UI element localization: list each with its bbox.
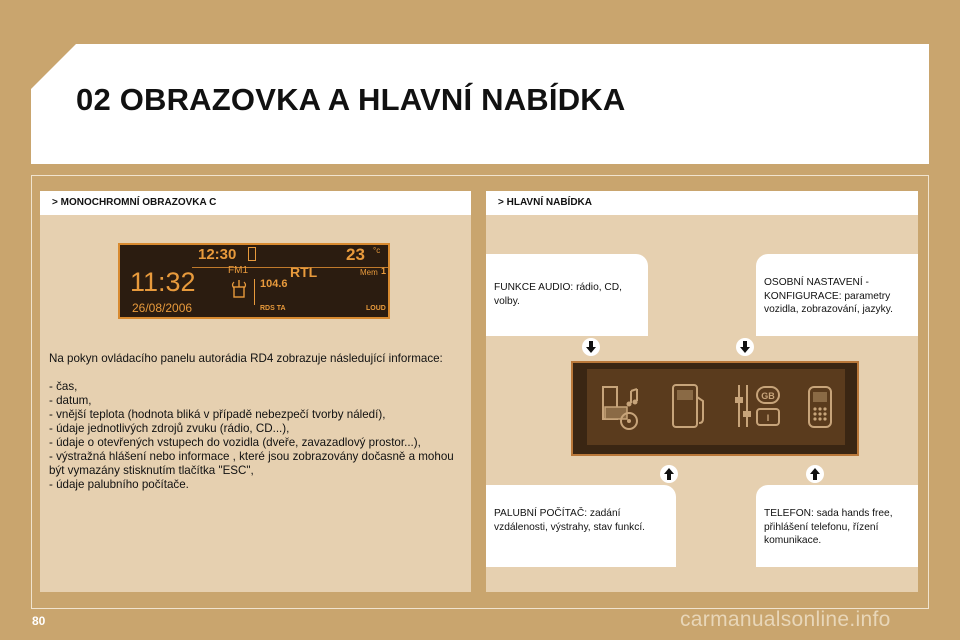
display-frequency: 104.6 <box>260 278 288 290</box>
arrow-up-icon <box>660 465 678 483</box>
callout-computer-text: PALUBNÍ POČÍTAČ: zadání vzdálenosti, výstrahy, stav funkcí. <box>494 508 645 533</box>
display-temperature: 23 <box>346 245 365 264</box>
page-title: 02 OBRAZOVKA A HLAVNÍ NABÍDKA <box>76 82 626 117</box>
display-top-time: 12:30 <box>198 246 237 263</box>
main-menu-display <box>571 361 859 456</box>
monochrome-display <box>118 243 390 319</box>
info-list <box>49 380 464 492</box>
callout-audio <box>486 254 648 336</box>
list-item: - údaje o otevřených vstupech do vozidla (dveře, zavazadlový prostor...), <box>49 436 421 449</box>
arrow-down-icon <box>736 338 754 356</box>
watermark: carmanualsonline.info <box>680 608 891 631</box>
cd-slot-icon <box>248 247 256 261</box>
list-item: - čas, <box>49 380 78 393</box>
arrow-up-icon <box>806 465 824 483</box>
display-mem-value: 1 <box>381 266 387 276</box>
callout-phone-text: TELEFON: sada hands free, přihlášení telefonu, řízení komunikace. <box>764 508 893 546</box>
callout-phone <box>756 485 918 567</box>
callout-settings <box>756 254 918 336</box>
display-description <box>49 352 464 492</box>
callout-audio-text: FUNKCE AUDIO: rádio, CD, volby. <box>494 282 622 307</box>
fuel-computer-icon <box>669 383 711 431</box>
display-band: FM1 <box>228 265 248 276</box>
display-loud: LOUD <box>366 305 386 312</box>
list-item: - vnější teplota (hodnota bliká v případě nebezpečí tvorby náledí), <box>49 408 386 421</box>
display-date: 26/08/2006 <box>132 301 193 315</box>
display-divider <box>254 279 255 305</box>
language-label-top: GB <box>761 391 775 401</box>
language-label-bottom: I <box>766 413 770 423</box>
menu-icon-strip <box>587 369 845 445</box>
display-rds: RDS TA <box>260 305 286 312</box>
list-item: - údaje jednotlivých zdrojů zvuku (rádio, CD...), <box>49 422 290 435</box>
callout-computer <box>486 485 676 567</box>
list-item: - výstražná hlášení nebo informace , které jsou zobrazovány dočasně a mohou být vymazány stisknutím tlačítka "ESC", <box>49 450 454 477</box>
section-heading-main-menu: > HLAVNÍ NABÍDKA <box>486 191 918 215</box>
phone-icon <box>801 383 843 431</box>
intro-text: Na pokyn ovládacího panelu autorádia RD4 zobrazuje následující informace: <box>49 352 443 365</box>
audio-icon <box>601 383 643 431</box>
page-number: 80 <box>32 614 46 628</box>
list-item: - datum, <box>49 394 92 407</box>
display-station: RTL <box>290 264 318 280</box>
arrow-down-icon <box>582 338 600 356</box>
callout-settings-text: OSOBNÍ NASTAVENÍ - KONFIGURACE: parametry vozidla, zobrazování, jazyky. <box>764 277 893 315</box>
display-big-time: 11:32 <box>130 267 196 297</box>
display-mem-label: Mem <box>360 268 378 277</box>
section-heading-monochrome: > MONOCHROMNÍ OBRAZOVKA C <box>40 191 471 215</box>
list-item: - údaje palubního počítače. <box>49 478 189 491</box>
display-temp-unit: °c <box>373 246 381 255</box>
radio-broadcast-icon <box>228 277 250 299</box>
settings-language-icon <box>733 383 787 431</box>
